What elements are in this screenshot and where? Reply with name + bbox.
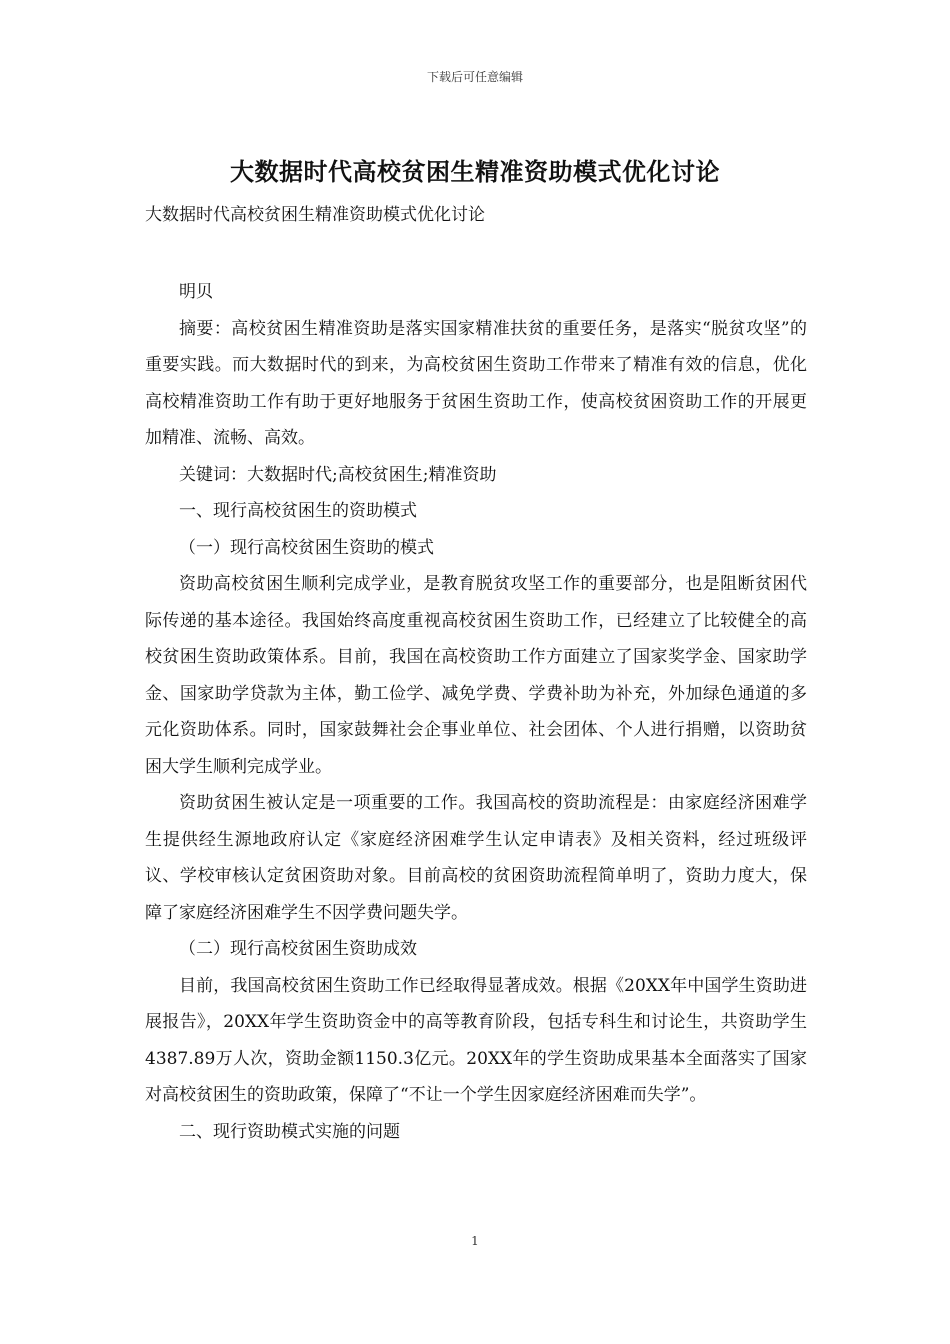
abstract-paragraph: 摘要：高校贫困生精准资助是落实国家精准扶贫的重要任务，是落实“脱贫攻坚”的重要实践。而大数据时代的到来，为高校贫困生资助工作带来了精准有效的信息，优化高校精准资助工作有助于更好地服务于贫困生资助工作，使高校贫困资助工作的开展更加精准、流畅、高效。 (145, 318, 807, 448)
author-name: 明贝 (179, 282, 213, 302)
body-paragraph: 资助贫困生被认定是一项重要的工作。我国高校的资助流程是：由家庭经济困难学生提供经生源地政府认定《家庭经济困难学生认定申请表》及相关资料，经过班级评议、学校审核认定贫困资助对象。目前高校的贫困资助流程简单明了，资助力度大，保障了家庭经济困难学生不因学费问题失学。 (145, 793, 807, 923)
document-body (145, 274, 807, 1150)
section-heading: 二、现行资助模式实施的问题 (179, 1121, 400, 1142)
body-paragraph: 目前，我国高校贫困生资助工作已经取得显著成效。根据《20XX年中国学生资助进展报告》，20XX年学生资助资金中的高等教育阶段，包括专科生和讨论生，共资助学生4387.89万人次，资助金额1150.3亿元。20XX年的学生资助成果基本全面落实了国家对高校贫困生的资助政策，保障了“不让一个学生因家庭经济困难而失学”。 (145, 975, 807, 1105)
subsection-heading: （二）现行高校贫困生资助成效 (179, 939, 417, 959)
document-subtitle: 大数据时代高校贫困生精准资助模式优化讨论 (145, 205, 485, 225)
document-title: 大数据时代高校贫困生精准资助模式优化讨论 (230, 158, 720, 186)
page-number: 1 (471, 1234, 479, 1248)
page-header: 下载后可任意编辑 (426, 70, 523, 84)
keywords-paragraph: 关键词：大数据时代;高校贫困生;精准资助 (179, 464, 497, 485)
section-heading: 一、现行高校贫困生的资助模式 (179, 501, 417, 521)
body-paragraph: 资助高校贫困生顺利完成学业，是教育脱贫攻坚工作的重要部分，也是阻断贫困代际传递的基本途径。我国始终高度重视高校贫困生资助工作，已经建立了比较健全的高校贫困生资助政策体系。目前，我国在高校资助工作方面建立了国家奖学金、国家助学金、国家助学贷款为主体，勤工俭学、减免学费、学费补助为补充，外加绿色通道的多元化资助体系。同时，国家鼓舞社会企事业单位、社会团体、个人进行捐赠，以资助贫困大学生顺利完成学业。 (145, 574, 807, 777)
subsection-heading: （一）现行高校贫困生资助的模式 (179, 537, 434, 558)
